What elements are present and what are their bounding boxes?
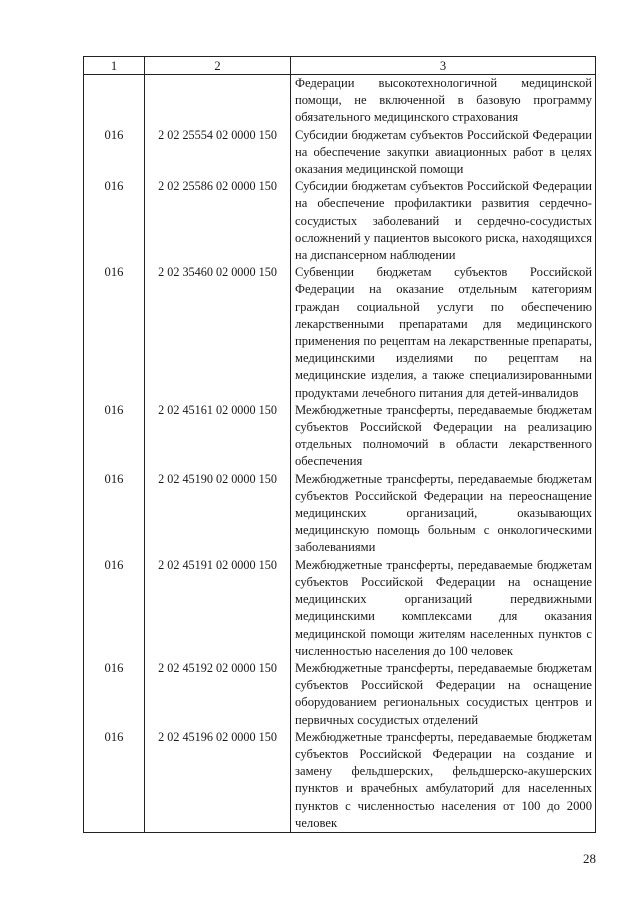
admin-code-cell: 016 (84, 471, 145, 557)
budget-classification-code-cell: 2 02 45161 02 0000 150 (145, 402, 291, 471)
table-row (84, 75, 596, 127)
income-description-cell: Субсидии бюджетам субъектов Российской Федерации на обеспечение закупки авиационных работ в целях оказания медицинской помощи (291, 127, 596, 179)
column-header-1: 1 (84, 57, 145, 75)
page-number: 28 (583, 851, 596, 866)
admin-code-cell: 016 (84, 264, 145, 402)
admin-code-cell: 016 (84, 557, 145, 660)
budget-classification-code-cell: 2 02 25554 02 0000 150 (145, 127, 291, 179)
table-row (84, 264, 596, 402)
table-header-row (84, 57, 596, 75)
income-description-cell: Межбюджетные трансферты, передаваемые бюджетам субъектов Российской Федерации на создание и замену фельдшерских, фельдшерско-акушерских пунктов и врачебных амбулаторий для населенных пунктов с численностью населения от 100 до 2000 человек (291, 729, 596, 833)
income-description-cell: Федерации высокотехнологичной медицинской помощи, не включенной в базовую программу обязательного медицинского страхования (291, 75, 596, 127)
budget-classification-code-cell: 2 02 25586 02 0000 150 (145, 178, 291, 264)
income-description-cell: Межбюджетные трансферты, передаваемые бюджетам субъектов Российской Федерации на реализацию отдельных полномочий в области лекарственного обеспечения (291, 402, 596, 471)
admin-code-cell: 016 (84, 178, 145, 264)
admin-code-cell: 016 (84, 127, 145, 179)
admin-code-cell: 016 (84, 402, 145, 471)
budget-classification-code-cell: 2 02 35460 02 0000 150 (145, 264, 291, 402)
income-description-cell: Межбюджетные трансферты, передаваемые бюджетам субъектов Российской Федерации на оснащение медицинских организаций передвижными медицинскими комплексами для оказания медицинской помощи жителям населенных пунктов с численностью населения до 100 человек (291, 557, 596, 660)
admin-code-cell: 016 (84, 660, 145, 729)
table-row (84, 471, 596, 557)
budget-classification-code-cell: 2 02 45191 02 0000 150 (145, 557, 291, 660)
table-row (84, 402, 596, 471)
table-row (84, 729, 596, 833)
table-row (84, 127, 596, 179)
admin-code-cell (84, 75, 145, 127)
admin-code-cell: 016 (84, 729, 145, 833)
table-row (84, 660, 596, 729)
income-description-cell: Межбюджетные трансферты, передаваемые бюджетам субъектов Российской Федерации на оснащение оборудованием региональных сосудистых центров и первичных сосудистых отделений (291, 660, 596, 729)
table-row (84, 557, 596, 660)
budget-classification-code-cell: 2 02 45192 02 0000 150 (145, 660, 291, 729)
income-description-cell: Субсидии бюджетам субъектов Российской Федерации на обеспечение профилактики развития сердечно-сосудистых заболеваний и сердечно-сосудистых осложнений у пациентов высокого риска, находящихся на диспансерном наблюдении (291, 178, 596, 264)
income-description-cell: Межбюджетные трансферты, передаваемые бюджетам субъектов Российской Федерации на переоснащение медицинских организаций, оказывающих медицинскую помощь больным с онкологическими заболеваниями (291, 471, 596, 557)
column-header-2: 2 (145, 57, 291, 75)
column-header-3: 3 (291, 57, 596, 75)
budget-classification-code-cell: 2 02 45196 02 0000 150 (145, 729, 291, 833)
income-description-cell: Субвенции бюджетам субъектов Российской Федерации на оказание отдельным категориям граждан социальной услуги по обеспечению лекарственными препаратами для медицинского применения по рецептам на лекарственные препараты, медицинскими изделиями по рецептам на медицинские изделия, а также специализированными продуктами лечебного питания для детей-инвалидов (291, 264, 596, 402)
budget-classification-code-cell: 2 02 45190 02 0000 150 (145, 471, 291, 557)
table-row (84, 178, 596, 264)
budget-codes-table (83, 56, 596, 833)
budget-classification-code-cell (145, 75, 291, 127)
